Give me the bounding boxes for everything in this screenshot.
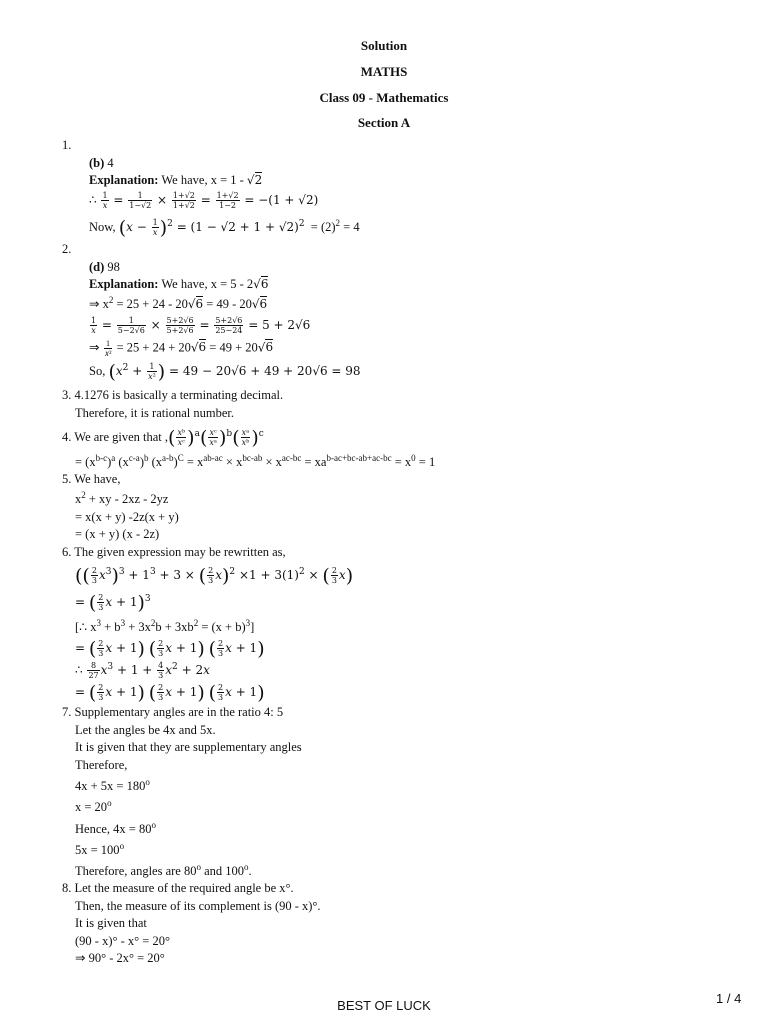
q8-line4: (90 - x)° - x° = 20° (75, 934, 170, 948)
q7-line8: $5x = 100^o$ (75, 841, 125, 857)
q7-line3: It is given that they are supplementary angles (75, 740, 302, 754)
footer-text: BEST OF LUCK (337, 998, 431, 1013)
q7-line7: Hence, $4x = 80^o$ (75, 820, 156, 836)
q2-step2: $\frac{1}{\text{𝑥}}$ = $\frac{1}{5-2√6}$ × $\frac{5+2√6}{5+2√6}$ = $\frac{5+2√6}{25-24}$ = 5 + 2√6 (91, 316, 311, 335)
q7-line9: Therefore, angles are 80$^o$ and 100$^o$. (75, 862, 252, 878)
q1-answer (89, 155, 114, 171)
q7-line1: 7. Supplementary angles are in the ratio 4: 5 (62, 705, 284, 719)
q2-step4: So, (𝑥$^2$ + $\frac{1}{\text{𝑥²}}$ ) = 49 − 20√6 + 49 + 20√6 = 98 (89, 361, 361, 383)
q1-answer-tag: (b) (89, 156, 105, 170)
q8-line3: It is given that (75, 916, 147, 930)
q6-step1: (( $\frac{2}{3}$ 𝑥$^3$)$^3$ + $1^3 + 3$ × ( $\frac{2}{3}$ 𝑥)$^2$ $\times 1 + 3(1)^2$ × ( $\frac{2}{3}$ 𝑥) (75, 565, 354, 587)
q2-answer-value: 98 (107, 260, 120, 274)
section-heading: Section A (357, 115, 411, 130)
q1-step1: ∴ $\frac{1}{\text{𝑥}}$ = $\frac{1}{1-√2}$ × $\frac{1+√2}{1+√2}$ = $\frac{1+√2}{1-2}$ = −(1 + √2) (89, 191, 319, 210)
q6-step6: = ( $\frac{2}{3}$ 𝑥 + 1) ( $\frac{2}{3}$ 𝑥 + 1) ( $\frac{2}{3}$ 𝑥 + 1) (75, 682, 265, 704)
q6-line1: 6. The given expression may be rewritten as, (62, 545, 286, 559)
q7-line2: Let the angles be 4x and 5x. (75, 723, 216, 737)
q2-answer (89, 259, 120, 275)
class-title: Class 09 - Mathematics (319, 90, 449, 105)
q6-step5: ∴ $\frac{8}{27}$ 𝑥$^3$ + 1 + $\frac{4}{3}$ 𝑥$^2$ + 2𝑥 (75, 661, 210, 680)
q8-line5: ⇒ 90° - 2x° = 20° (75, 951, 165, 965)
q7-line4: Therefore, (75, 758, 128, 772)
q6-step3: [∴ $x^3 + b^3 + 3x^2b + 3xb^2 = (x + b)^3$] (75, 618, 255, 634)
q8-line2: Then, the measure of its complement is (90 - x)°. (75, 899, 321, 913)
q5-line2: $x^2$ + xy - 2xz - 2yz (75, 490, 169, 506)
q2-explanation-text: We have, x = 5 - 2 (161, 277, 254, 291)
q5-line4: = (x + y) (x - 2z) (75, 527, 160, 541)
q3-line2: Therefore, it is rational number. (75, 406, 234, 420)
q8-line1: 8. Let the measure of the required angle be x°. (62, 881, 294, 895)
q1-answer-value: 4 (107, 156, 114, 170)
q2-number: 2. (62, 242, 72, 256)
q1-explanation-text: We have, x = 1 - (161, 173, 244, 187)
q7-line5: $4x + 5x = 180^o$ (75, 777, 150, 793)
q2-step1: ⇒ $x^2 = 25 + 24 - 20√6 = 49 - 20√6$ (89, 295, 268, 311)
q6-step4: = ( $\frac{2}{3}$ 𝑥 + 1) ( $\frac{2}{3}$ 𝑥 + 1) ( $\frac{2}{3}$ 𝑥 + 1) (75, 638, 265, 660)
q4-line1: 4. We are given that ,( $\frac{\text{𝑥ᵇ}}{\text{𝑥ᶜ}}$ )$^a$( $\frac{\text{𝑥ᶜ}}{\text{𝑥ᵃ}}$ )$^b$( $\frac{\text{𝑥ᵃ}}{\text{𝑥ᵇ}}$ )$^c$ (62, 427, 264, 449)
q7-line6: $x = 20^o$ (75, 798, 112, 814)
q6-step2: = ( $\frac{2}{3}$ 𝑥 + 1)$^3$ (75, 592, 151, 614)
q1-explanation-label: Explanation: (89, 173, 159, 187)
q1-number: 1. (62, 138, 72, 152)
q4-line2: = $(x^{b-c})^a$ $(x^{c-a})^b$ $(x^{a-b})^C = x^{ab-ac} \times x^{bc-ab} \times x^{ac-bc} = xa^{b-ac+bc-ab+ac-bc} = x^0 = 1$ (75, 453, 436, 469)
q5-line3: = x(x + y) -2z(x + y) (75, 510, 179, 524)
q2-explanation: Explanation: We have, x = 5 - 2√6 (89, 277, 269, 291)
q5-line1: 5. We have, (62, 472, 121, 486)
q3-line1: 3. 4.1276 is basically a terminating decimal. (62, 388, 284, 402)
q4-intro: 4. We are given that , (62, 430, 169, 444)
q2-explanation-label: Explanation: (89, 277, 159, 291)
q2-step3: ⇒ $\frac{1}{\text{𝑥²}}$ = 25 + 24 + 20√6 = 49 + 20√6 (89, 339, 274, 358)
q1-explanation: Explanation: We have, x = 1 - √2 (89, 173, 263, 187)
page-number: 1 / 4 (716, 991, 742, 1006)
solution-heading: Solution (360, 38, 408, 53)
subject-heading: MATHS (360, 64, 408, 79)
q1-step2: Now, (𝑥 − $\frac{1}{\text{𝑥}}$ )$^2 = (1 - √2 + 1 + √2)^2 = (2)^2 = 4$ (89, 217, 360, 239)
q2-answer-tag: (d) (89, 260, 105, 274)
